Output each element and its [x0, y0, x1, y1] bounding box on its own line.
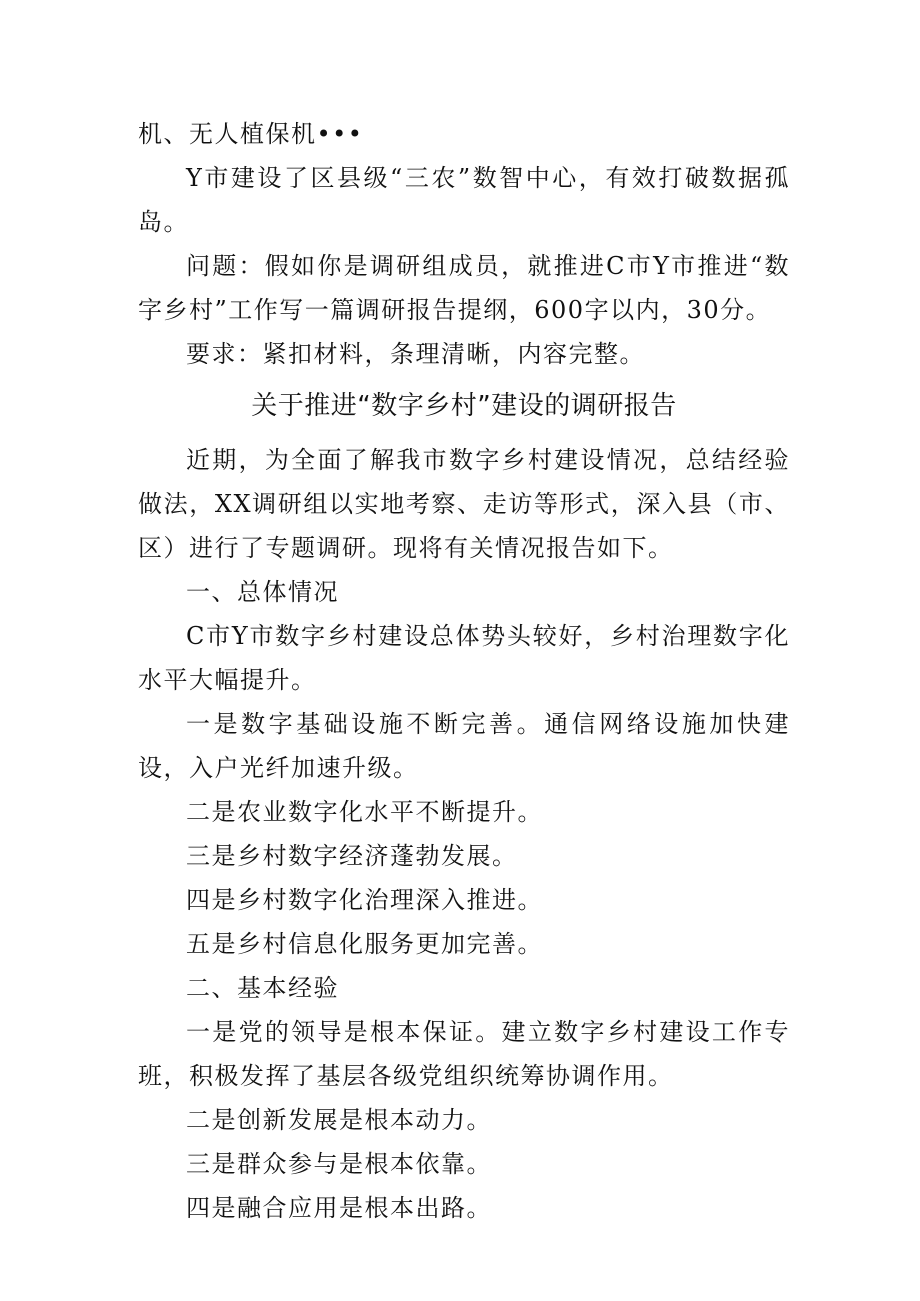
experience-point: 四是融合应用是根本出路。: [186, 1194, 492, 1222]
section-heading-experience: 二、基本经验: [186, 974, 339, 1002]
continued-line: 机、无人植保机•••: [138, 120, 364, 148]
overview-point: 一是数字基础设施不断完善。通信网络设施加快建设，入户光纤加速升级。: [138, 710, 790, 782]
document-body: [138, 112, 790, 1230]
requirements-paragraph: 要求：紧扣材料，条理清晰，内容完整。: [186, 340, 645, 368]
section-heading-overview: 一、总体情况: [186, 578, 339, 606]
question-paragraph: 问题：假如你是调研组成员，就推进C市Y市推进“数字乡村”工作写一篇调研报告提纲，600字以内，30分。: [138, 252, 790, 324]
overview-point: 五是乡村信息化服务更加完善。: [186, 930, 543, 958]
report-title: 关于推进“数字乡村”建设的调研报告: [251, 391, 677, 421]
experience-point: 二是创新发展是根本动力。: [186, 1106, 492, 1134]
overview-point: 三是乡村数字经济蓬勃发展。: [186, 842, 518, 870]
overview-point: 二是农业数字化水平不断提升。: [186, 798, 543, 826]
report-intro: 近期，为全面了解我市数字乡村建设情况，总结经验做法，XX调研组以实地考察、走访等形式，深入县（市、区）进行了专题调研。现将有关情况报告如下。: [138, 446, 790, 562]
paragraph-data-center: Y市建设了区县级“三农”数智中心，有效打破数据孤岛。: [138, 164, 790, 236]
overview-point: 四是乡村数字化治理深入推进。: [186, 886, 543, 914]
experience-point: 一是党的领导是根本保证。建立数字乡村建设工作专班，积极发挥了基层各级党组织统筹协调作用。: [138, 1018, 790, 1090]
experience-point: 三是群众参与是根本依靠。: [186, 1150, 492, 1178]
overview-summary: C市Y市数字乡村建设总体势头较好，乡村治理数字化水平大幅提升。: [138, 622, 790, 694]
